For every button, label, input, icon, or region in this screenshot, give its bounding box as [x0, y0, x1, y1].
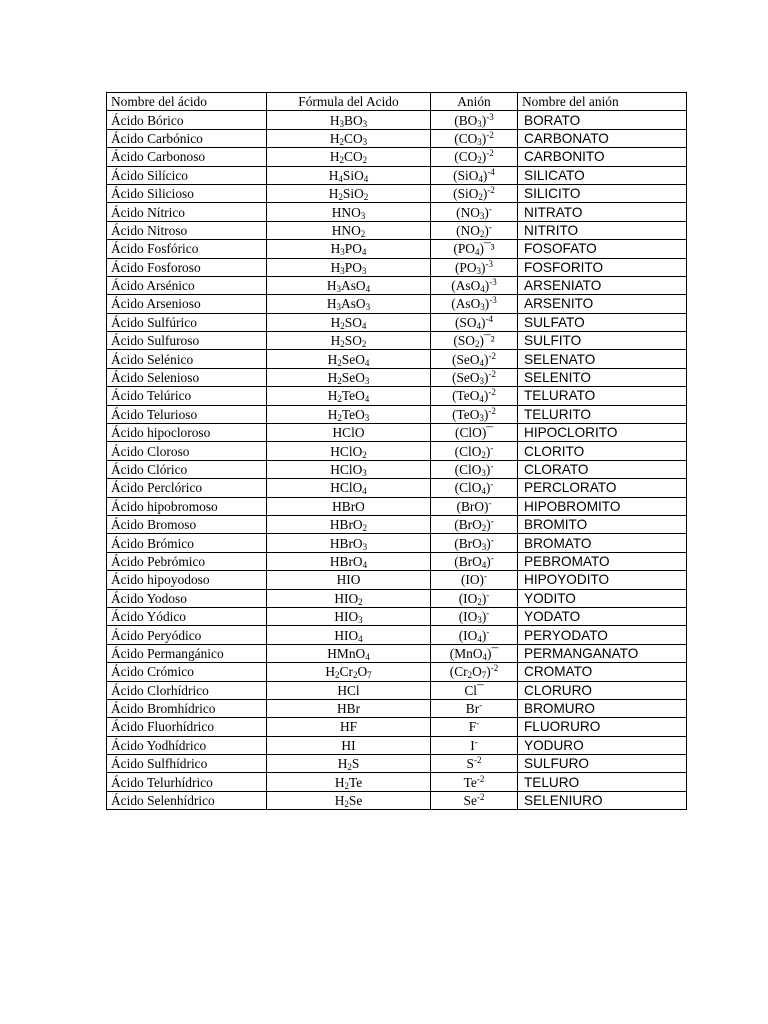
- acid-formula-cell: HBrO: [267, 497, 431, 515]
- table-row: [107, 460, 687, 478]
- acid-name-cell: Ácido Bromoso: [107, 515, 267, 533]
- acid-name-cell: Ácido Telurhídrico: [107, 773, 267, 791]
- anion-cell: $(SO_4)^{-4}$: [431, 313, 518, 331]
- acid-formula-cell: $H_2CO_3$: [267, 129, 431, 147]
- anion-cell: Br-: [431, 699, 518, 717]
- acid-formula-cell: HClO: [267, 424, 431, 442]
- anion-name-cell: YODITO: [518, 589, 687, 607]
- acid-name-cell: Ácido Silícico: [107, 166, 267, 184]
- anion-cell: $(IO_3)^-$: [431, 607, 518, 625]
- acid-formula-cell: HBrO$_2$: [267, 515, 431, 533]
- table-row: [107, 276, 687, 294]
- anion-cell: $(NO_2)^-$: [431, 221, 518, 239]
- anion-name-cell: HIPOBROMITO: [518, 497, 687, 515]
- table-row: [107, 552, 687, 570]
- acid-formula-cell: $H_3BO_3$: [267, 111, 431, 129]
- acid-name-cell: Ácido Yodhídrico: [107, 736, 267, 754]
- anion-cell: $(TeO_3)^{-2}$: [431, 405, 518, 423]
- header-acid-name: Nombre del ácido: [107, 93, 267, 111]
- table-row: [107, 607, 687, 625]
- acid-formula-cell: $H_2TeO_3$: [267, 405, 431, 423]
- anion-cell: (BrO)-: [431, 497, 518, 515]
- acid-formula-cell: $HNO_3$: [267, 203, 431, 221]
- header-anion: Anión: [431, 93, 518, 111]
- anion-cell: (IO)-: [431, 571, 518, 589]
- anion-name-cell: PEBROMATO: [518, 552, 687, 570]
- anion-cell: $(CO_3)^{-2}$: [431, 129, 518, 147]
- table-row: [107, 755, 687, 773]
- anion-cell: $(SiO_2)^{-2}$: [431, 184, 518, 202]
- anion-cell: $(SO_2)¯^2$: [431, 332, 518, 350]
- table-row: [107, 258, 687, 276]
- table-row: [107, 442, 687, 460]
- anion-name-cell: FLUORURO: [518, 718, 687, 736]
- table-row: [107, 534, 687, 552]
- anion-name-cell: BROMITO: [518, 515, 687, 533]
- acid-formula-cell: $H_2SO_4$: [267, 313, 431, 331]
- table-row: [107, 148, 687, 166]
- table-row: [107, 515, 687, 533]
- anion-cell: $(SeO_3)^{-2}$: [431, 368, 518, 386]
- table-row: [107, 387, 687, 405]
- anion-name-cell: ARSENIATO: [518, 276, 687, 294]
- anion-cell: $(IO_2)^-$: [431, 589, 518, 607]
- anion-cell: $(IO_4)^-$: [431, 626, 518, 644]
- acid-name-cell: Ácido Silicioso: [107, 184, 267, 202]
- anion-cell: F-: [431, 718, 518, 736]
- acid-formula-cell: $H_2Cr_2O_7$: [267, 663, 431, 681]
- table-body: [107, 111, 687, 810]
- acid-formula-cell: $H_3AsO_4$: [267, 276, 431, 294]
- table-row: [107, 497, 687, 515]
- acid-name-cell: Ácido Cloroso: [107, 442, 267, 460]
- table-row: [107, 203, 687, 221]
- table-row: [107, 571, 687, 589]
- anion-name-cell: SULFITO: [518, 332, 687, 350]
- anion-cell: (ClO$_2$)-: [431, 442, 518, 460]
- acid-name-cell: Ácido Yódico: [107, 607, 267, 625]
- anion-name-cell: SELENITO: [518, 368, 687, 386]
- acid-name-cell: Ácido Peryódico: [107, 626, 267, 644]
- anion-name-cell: YODATO: [518, 607, 687, 625]
- acid-formula-cell: HBrO$_3$: [267, 534, 431, 552]
- acid-name-cell: Ácido Arsénico: [107, 276, 267, 294]
- acid-formula-cell: HI: [267, 736, 431, 754]
- anion-cell: (BrO$_3$)-: [431, 534, 518, 552]
- anion-name-cell: TELURO: [518, 773, 687, 791]
- table-row: [107, 405, 687, 423]
- anion-cell: $(Cr_2O_7)^{-2}$: [431, 663, 518, 681]
- anion-cell: (BrO$_2$)-: [431, 515, 518, 533]
- acid-name-cell: Ácido Perclórico: [107, 479, 267, 497]
- anion-cell: $(SiO_4)^{-4}$: [431, 166, 518, 184]
- anion-name-cell: NITRATO: [518, 203, 687, 221]
- anion-name-cell: BROMURO: [518, 699, 687, 717]
- table-row: [107, 736, 687, 754]
- anion-name-cell: SILICATO: [518, 166, 687, 184]
- acid-name-cell: Ácido Brómico: [107, 534, 267, 552]
- table-row: [107, 718, 687, 736]
- acid-name-cell: Ácido Telúrico: [107, 387, 267, 405]
- acid-name-cell: Ácido Sulfuroso: [107, 332, 267, 350]
- anion-name-cell: YODURO: [518, 736, 687, 754]
- table-row: [107, 313, 687, 331]
- table-row: [107, 166, 687, 184]
- anion-name-cell: SELENATO: [518, 350, 687, 368]
- acid-formula-cell: HMnO$_4$: [267, 644, 431, 662]
- anion-cell: (ClO$_3$)-: [431, 460, 518, 478]
- anion-cell: $(AsO_4)^{-3}$: [431, 276, 518, 294]
- acid-formula-cell: HClO$_4$: [267, 479, 431, 497]
- anion-cell: (ClO)¯: [431, 424, 518, 442]
- acid-name-cell: Ácido Bórico: [107, 111, 267, 129]
- table-row: [107, 589, 687, 607]
- anion-name-cell: HIPOCLORITO: [518, 424, 687, 442]
- acid-formula-cell: $H_3AsO_3$: [267, 295, 431, 313]
- table-row: [107, 129, 687, 147]
- anion-name-cell: CARBONATO: [518, 129, 687, 147]
- acid-name-cell: Ácido Nitroso: [107, 221, 267, 239]
- acid-name-cell: Ácido Sulfúrico: [107, 313, 267, 331]
- anion-cell: $(AsO_3)^{-3}$: [431, 295, 518, 313]
- anion-cell: $(TeO_4)^{-2}$: [431, 387, 518, 405]
- anion-cell: I-: [431, 736, 518, 754]
- anion-name-cell: CLORURO: [518, 681, 687, 699]
- acid-formula-cell: HF: [267, 718, 431, 736]
- anion-name-cell: TELURITO: [518, 405, 687, 423]
- acid-name-cell: Ácido Pebrómico: [107, 552, 267, 570]
- acid-name-cell: Ácido Selenioso: [107, 368, 267, 386]
- table-row: [107, 111, 687, 129]
- table-row: [107, 626, 687, 644]
- anion-cell: $(PO_3)^{-3}$: [431, 258, 518, 276]
- acid-name-cell: Ácido Bromhídrico: [107, 699, 267, 717]
- anion-name-cell: NITRITO: [518, 221, 687, 239]
- anion-cell: $S^{-2}$: [431, 755, 518, 773]
- acid-name-cell: Ácido Clórico: [107, 460, 267, 478]
- acid-formula-cell: HIO: [267, 571, 431, 589]
- anion-name-cell: FOSFORITO: [518, 258, 687, 276]
- table-row: [107, 295, 687, 313]
- acid-name-cell: Ácido hipoyodoso: [107, 571, 267, 589]
- anion-name-cell: ARSENITO: [518, 295, 687, 313]
- anion-cell: $(PO_4)¯^3$: [431, 240, 518, 258]
- table-row: [107, 773, 687, 791]
- acid-formula-cell: HBr: [267, 699, 431, 717]
- acid-formula-cell: $HIO_2$: [267, 589, 431, 607]
- anion-name-cell: TELURATO: [518, 387, 687, 405]
- acid-formula-cell: $H_3PO_3$: [267, 258, 431, 276]
- acid-formula-cell: $H_2TeO_4$: [267, 387, 431, 405]
- acid-name-cell: Ácido Fosforoso: [107, 258, 267, 276]
- anion-cell: $(CO_2)^{-2}$: [431, 148, 518, 166]
- acid-formula-cell: HClO$_2$: [267, 442, 431, 460]
- anion-name-cell: SULFURO: [518, 755, 687, 773]
- anion-cell: $(NO_3)^-$: [431, 203, 518, 221]
- table-row: [107, 699, 687, 717]
- anion-cell: $(SeO_4)^{-2}$: [431, 350, 518, 368]
- table-row: [107, 663, 687, 681]
- anion-name-cell: SELENIURO: [518, 791, 687, 809]
- acid-formula-cell: $H_2Te$: [267, 773, 431, 791]
- acid-name-cell: Ácido Fosfórico: [107, 240, 267, 258]
- acid-name-cell: Ácido Arsenioso: [107, 295, 267, 313]
- header-row: [107, 93, 687, 111]
- anion-name-cell: BORATO: [518, 111, 687, 129]
- acid-formula-cell: $HNO_2$: [267, 221, 431, 239]
- acid-name-cell: Ácido hipocloroso: [107, 424, 267, 442]
- acid-formula-cell: $H_2SeO_3$: [267, 368, 431, 386]
- acid-formula-cell: $HIO_4$: [267, 626, 431, 644]
- table-row: [107, 644, 687, 662]
- header-acid-formula: Fórmula del Acido: [267, 93, 431, 111]
- anion-cell: (MnO$_4$)¯: [431, 644, 518, 662]
- anion-name-cell: CLORATO: [518, 460, 687, 478]
- anion-name-cell: CARBONITO: [518, 148, 687, 166]
- acid-formula-cell: HCl: [267, 681, 431, 699]
- anion-cell: (BrO$_4$)-: [431, 552, 518, 570]
- table-row: [107, 221, 687, 239]
- acid-formula-cell: $H_4SiO_4$: [267, 166, 431, 184]
- anion-name-cell: PERMANGANATO: [518, 644, 687, 662]
- anion-name-cell: FOSOFATO: [518, 240, 687, 258]
- acid-name-cell: Ácido Selenhídrico: [107, 791, 267, 809]
- acid-name-cell: Ácido hipobromoso: [107, 497, 267, 515]
- acid-formula-cell: HClO$_3$: [267, 460, 431, 478]
- anion-cell: $Se^{-2}$: [431, 791, 518, 809]
- anion-name-cell: CROMATO: [518, 663, 687, 681]
- anion-cell: $(BO_3)^{-3}$: [431, 111, 518, 129]
- acid-formula-cell: HBrO$_4$: [267, 552, 431, 570]
- acid-name-cell: Ácido Clorhídrico: [107, 681, 267, 699]
- acid-formula-cell: $H_2SiO_2$: [267, 184, 431, 202]
- anion-name-cell: SILICITO: [518, 184, 687, 202]
- table-row: [107, 240, 687, 258]
- acid-formula-cell: $H_2S$: [267, 755, 431, 773]
- acid-name-cell: Ácido Fluorhídrico: [107, 718, 267, 736]
- acid-name-cell: Ácido Nítrico: [107, 203, 267, 221]
- acid-name-cell: Ácido Selénico: [107, 350, 267, 368]
- table-row: [107, 479, 687, 497]
- acid-formula-cell: $H_3PO_4$: [267, 240, 431, 258]
- acid-formula-cell: $H_2Se$: [267, 791, 431, 809]
- table-row: [107, 791, 687, 809]
- acid-formula-cell: $H_2SO_2$: [267, 332, 431, 350]
- anion-name-cell: CLORITO: [518, 442, 687, 460]
- acid-formula-cell: $H_2CO_2$: [267, 148, 431, 166]
- table-row: [107, 424, 687, 442]
- acid-name-cell: Ácido Carbonoso: [107, 148, 267, 166]
- acid-formula-cell: $HIO_3$: [267, 607, 431, 625]
- table-row: [107, 184, 687, 202]
- acid-name-cell: Ácido Yodoso: [107, 589, 267, 607]
- acid-name-cell: Ácido Telurioso: [107, 405, 267, 423]
- acid-formula-cell: $H_2SeO_4$: [267, 350, 431, 368]
- acid-name-cell: Ácido Permangánico: [107, 644, 267, 662]
- anion-name-cell: PERYODATO: [518, 626, 687, 644]
- acid-name-cell: Ácido Carbónico: [107, 129, 267, 147]
- anion-cell: $Te^{-2}$: [431, 773, 518, 791]
- anion-name-cell: PERCLORATO: [518, 479, 687, 497]
- table-row: [107, 350, 687, 368]
- table-row: [107, 332, 687, 350]
- anion-name-cell: BROMATO: [518, 534, 687, 552]
- anion-name-cell: SULFATO: [518, 313, 687, 331]
- acid-anion-table: [106, 92, 687, 810]
- acid-name-cell: Ácido Sulfhídrico: [107, 755, 267, 773]
- header-anion-name: Nombre del anión: [518, 93, 687, 111]
- anion-cell: Cl¯: [431, 681, 518, 699]
- table-row: [107, 681, 687, 699]
- anion-cell: (ClO$_4$)-: [431, 479, 518, 497]
- table-row: [107, 368, 687, 386]
- acid-name-cell: Ácido Crómico: [107, 663, 267, 681]
- anion-name-cell: HIPOYODITO: [518, 571, 687, 589]
